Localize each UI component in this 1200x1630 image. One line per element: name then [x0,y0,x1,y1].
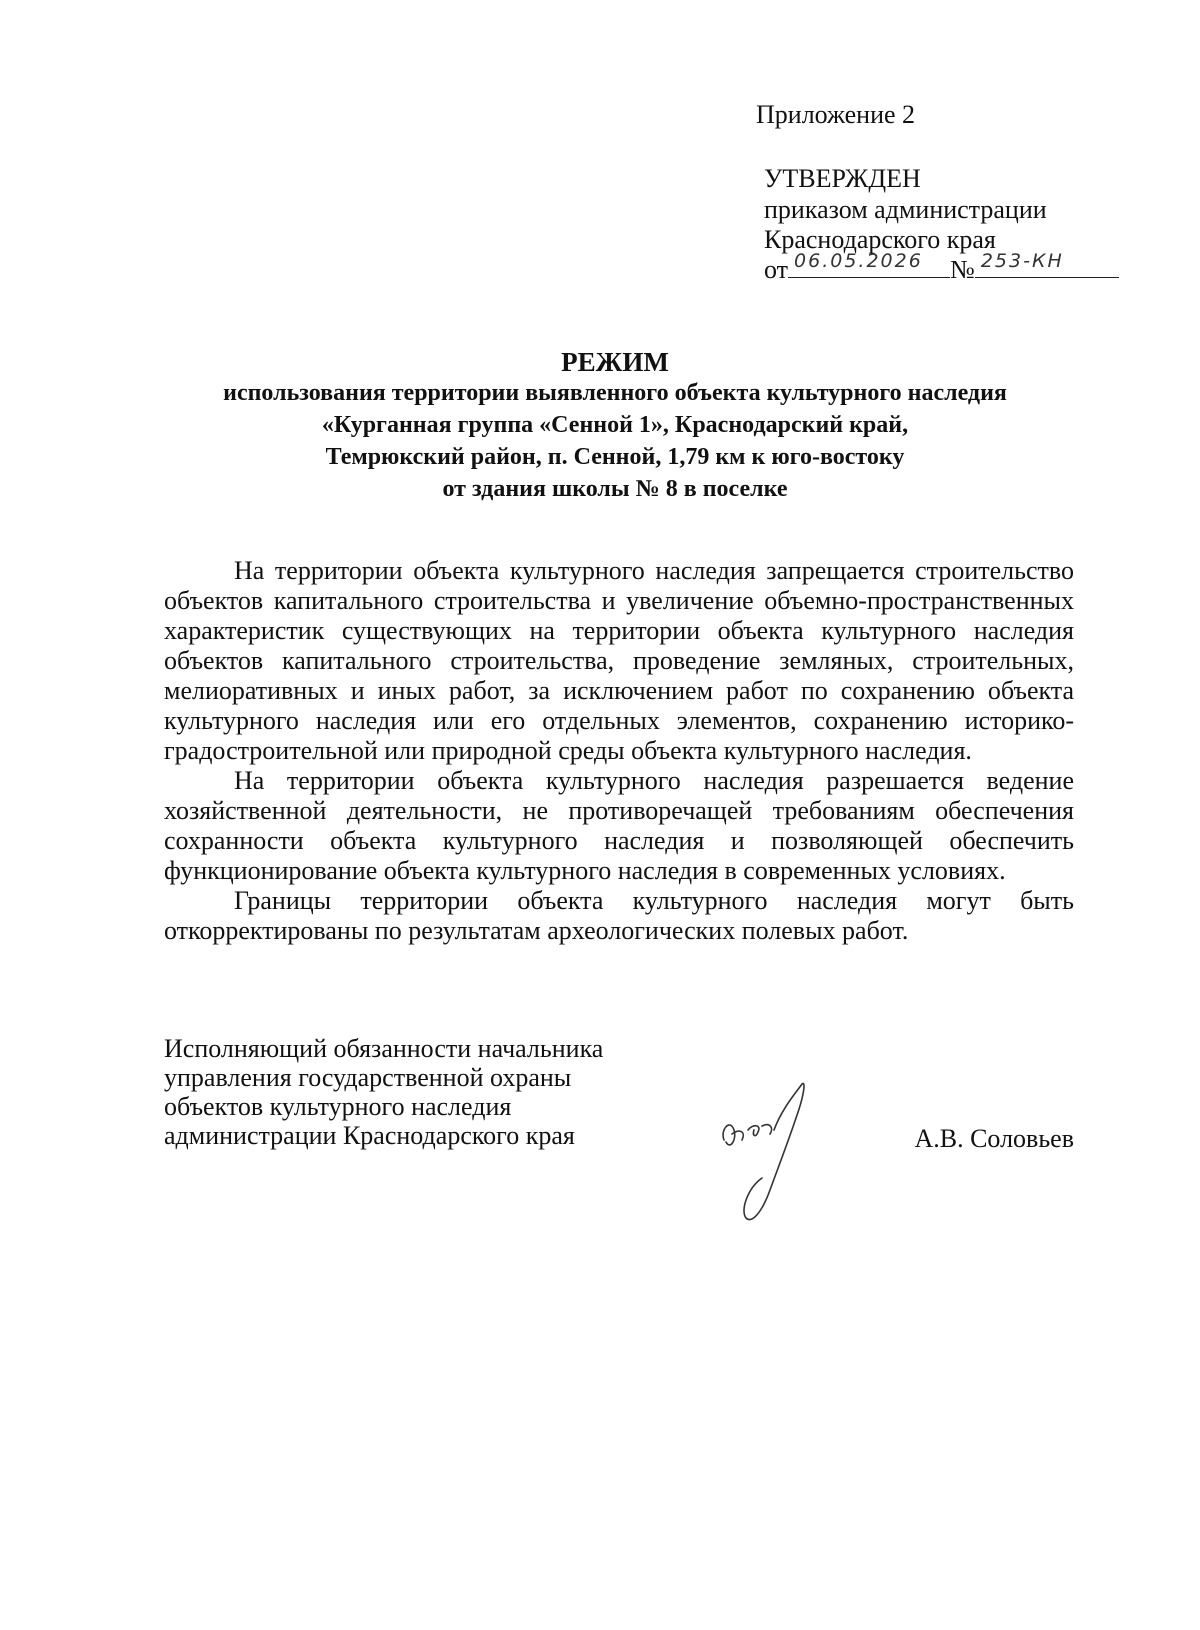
appendix-label: Приложение 2 [756,100,916,129]
date-prefix: от [764,255,789,284]
approval-line-region: Краснодарского края [764,225,996,254]
position-line-2: управления государственной охраны [164,1063,572,1092]
document-title: РЕЖИМ [561,347,669,377]
paragraph-boundaries: Границы территории объекта культурного наследия могут быть откорректированы по результатам археологических полевых работ. [164,886,1074,945]
paragraph-permission: На территории объекта культурного наследия разрешается ведение хозяйственной деятельности, не противоречащей требованиям обеспечения сохранности объекта культурного наследия и позволяющей обеспечить функционирование объекта культурного наследия в современных условиях. [164,766,1074,885]
handwritten-number: 253-КН [980,250,1064,272]
approval-heading: УТВЕРЖДЕН [764,164,921,193]
signatory-position [164,1034,603,1150]
handwritten-signature [712,1078,822,1228]
number-field [975,250,1119,278]
approval-line-order: приказом администрации [764,195,1047,224]
number-prefix: № [950,255,975,284]
signatory-name: А.В. Соловьев [914,1124,1074,1153]
document-body [164,556,1074,946]
position-line-4: администрации Краснодарского края [164,1121,575,1150]
position-line-3: объектов культурного наследия [164,1092,512,1121]
paragraph-prohibition: На территории объекта культурного наследия запрещается строительство объектов капитального строительства и увеличение объемно-пространственных характеристик существующих на территории объекта культурного наследия объектов капитального строительства, проведение земляных, строительных, мелиоративных и иных работ, за исключением работ по сохранению объекта культурного наследия или его отдельных элементов, сохранению историко-градостроительной или природной среды объекта культурного наследия. [164,556,1074,765]
title-line-4: от здания школы № 8 в поселке [442,476,788,502]
position-line-1: Исполняющий обязанности начальника [164,1034,604,1063]
date-field [788,250,950,278]
title-line-3: Темрюкский район, п. Сенной, 1,79 км к юго-востоку [325,444,905,470]
approval-date-number-line [764,250,1119,285]
title-line-1: использования территории выявленного объекта культурного наследия [223,380,1007,406]
handwritten-date: 06.05.2026 [794,250,923,272]
title-line-2: «Курганная группа «Сенной 1», Краснодарский край, [321,412,909,438]
